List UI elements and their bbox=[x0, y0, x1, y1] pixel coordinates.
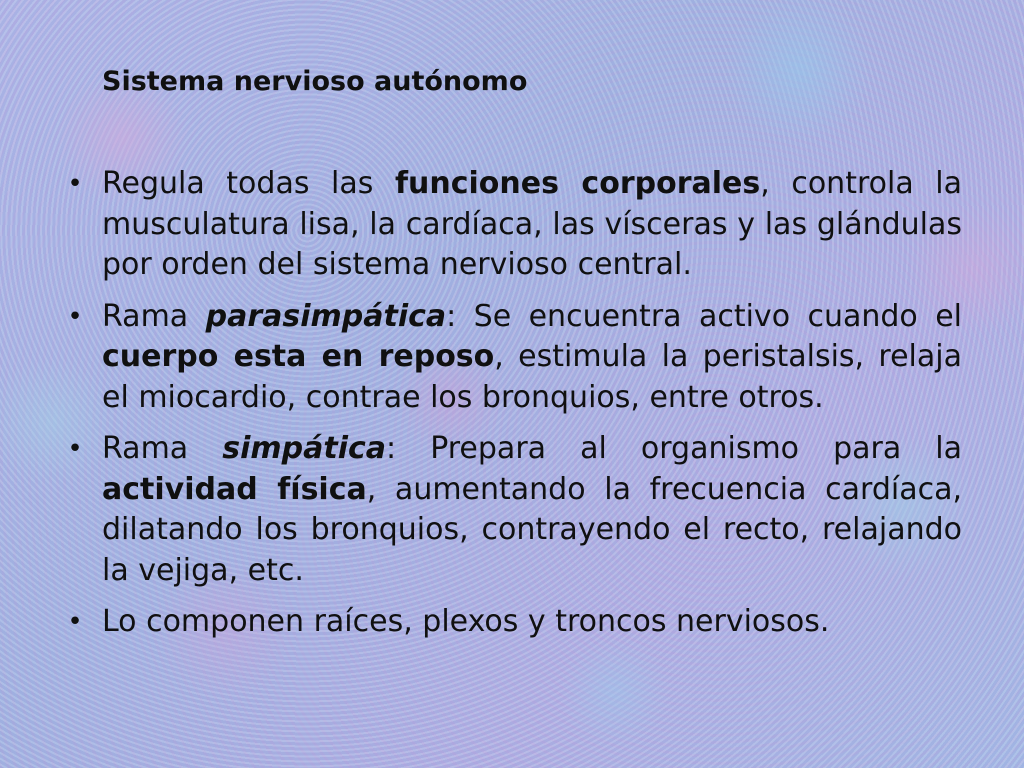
bullet-text: : Prepara al organismo para la bbox=[386, 431, 963, 466]
bullet-icon: • bbox=[67, 169, 83, 199]
bullet-text: : Se encuentra activo cuando el bbox=[446, 298, 962, 334]
slide-title: Sistema nervioso autónomo bbox=[102, 66, 528, 97]
bullet-icon: • bbox=[67, 607, 83, 637]
bullet-item-components bbox=[62, 602, 962, 643]
bullet-text: Regula todas las bbox=[102, 166, 395, 201]
bullet-text: , estimula la peristalsis, relaja el miocardio, contrae los bronquios, entre otros. bbox=[102, 339, 962, 415]
bullet-text: Rama bbox=[102, 431, 223, 466]
bullet-italic-term: simpática bbox=[222, 431, 387, 466]
bullet-icon: • bbox=[67, 301, 83, 332]
bullet-item-parasympathetic bbox=[62, 297, 962, 419]
bullet-bold-text: funciones corporales bbox=[394, 166, 761, 201]
bullet-item-sympathetic bbox=[62, 429, 962, 591]
bullet-text: , aumentando la frecuencia cardíaca, dilatando los bronquios, contrayendo el recto, relajando la vejiga, etc. bbox=[102, 471, 962, 588]
bullet-icon: • bbox=[67, 434, 83, 464]
bullet-text: Rama bbox=[102, 298, 206, 334]
bullet-bold-text: actividad física bbox=[102, 471, 367, 507]
bullet-italic-term: parasimpática bbox=[205, 298, 447, 334]
bullet-item-functions bbox=[62, 164, 962, 286]
bullet-list bbox=[62, 164, 962, 654]
bullet-bold-text: cuerpo esta en reposo bbox=[102, 339, 495, 374]
bullet-text: Lo componen raíces, plexos y troncos nerviosos. bbox=[102, 604, 830, 639]
bullet-text: , controla la musculatura lisa, la cardíaca, las vísceras y las glándulas por orden del sistema nervioso central. bbox=[102, 166, 962, 282]
